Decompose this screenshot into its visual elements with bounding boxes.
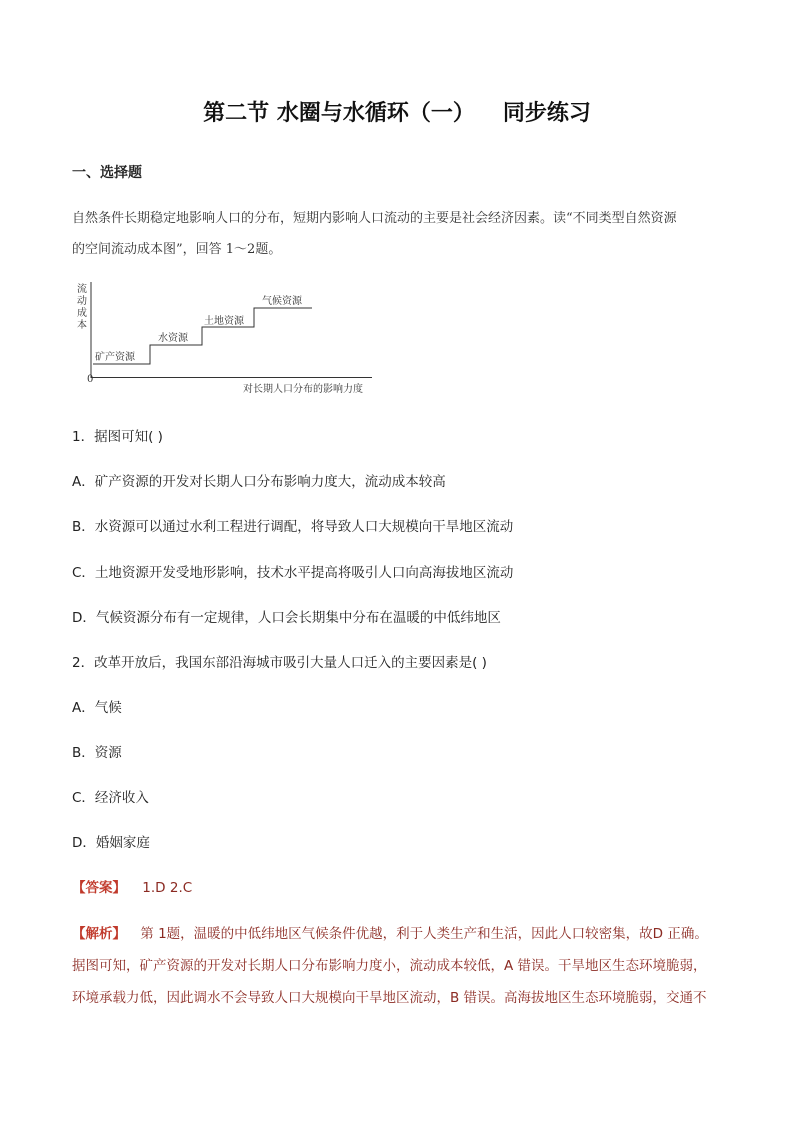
question-1-option-b: B．水资源可以通过水利工程进行调配，将导致人口大规模向干旱地区流动 — [72, 519, 514, 535]
step-label-mineral: 矿产资源 — [95, 352, 135, 363]
analysis-line-2: 据图可知，矿产资源的开发对长期人口分布影响力度小，流动成本较低，A 错误。干旱地区生态环境脆弱， — [72, 958, 707, 974]
question-1-option-d: D．气候资源分布有一定规律，人口会长期集中分布在温暖的中低纬地区 — [72, 610, 501, 626]
section-heading: 一、选择题 — [72, 165, 142, 181]
question-2-option-b: B．资源 — [72, 745, 122, 761]
analysis-label: 【解析】 — [72, 926, 126, 942]
analysis-line-1 — [72, 922, 742, 942]
answer-line — [72, 876, 192, 896]
question-2-option-a: A．气候 — [72, 700, 122, 716]
intro-line-2: 的空间流动成本图”，回答 1～2题。 — [72, 242, 282, 257]
y-label-char-2: 动 — [77, 296, 87, 307]
answer-text: 1.D 2.C — [142, 880, 193, 896]
analysis-text-1: 第 1题，温暖的中低纬地区气候条件优越，利于人类生产和生活，因此人口较密集，故D 正确。 — [140, 926, 708, 942]
y-label-char-1: 流 — [77, 284, 87, 295]
step-label-climate: 气候资源 — [262, 296, 302, 307]
question-2-option-d: D．婚姻家庭 — [72, 835, 150, 851]
y-axis-label — [77, 282, 87, 331]
question-1-option-a: A．矿产资源的开发对长期人口分布影响力度大，流动成本较高 — [72, 474, 446, 490]
page-title — [0, 96, 794, 127]
analysis-line-3: 环境承载力低，因此调水不会导致人口大规模向干旱地区流动，B 错误。高海拔地区生态环境脆弱，交通不 — [72, 990, 707, 1006]
answer-label: 【答案】 — [72, 880, 126, 896]
y-label-char-3: 成 — [77, 308, 87, 319]
origin-label: 0 — [87, 374, 94, 385]
x-axis-label: 对长期人口分布的影响力度 — [243, 384, 363, 395]
step-label-water: 水资源 — [158, 333, 188, 344]
intro-line-1: 自然条件长期稳定地影响人口的分布，短期内影响人口流动的主要是社会经济因素。读“不同类型自然资源 — [72, 211, 677, 226]
question-1-stem: 1．据图可知( ) — [72, 429, 163, 445]
y-label-char-4: 本 — [77, 320, 87, 331]
question-2-stem: 2．改革开放后，我国东部沿海城市吸引大量人口迁入的主要因素是( ) — [72, 655, 487, 671]
resource-cost-chart — [72, 278, 392, 378]
question-1-option-c: C．土地资源开发受地形影响，技术水平提高将吸引人口向高海拔地区流动 — [72, 565, 514, 581]
question-2-option-c: C．经济收入 — [72, 790, 149, 806]
title-suffix: 同步练习 — [502, 101, 591, 126]
title-main: 第二节 水圈与水循环（一） — [203, 101, 475, 126]
step-label-land: 土地资源 — [204, 316, 244, 327]
